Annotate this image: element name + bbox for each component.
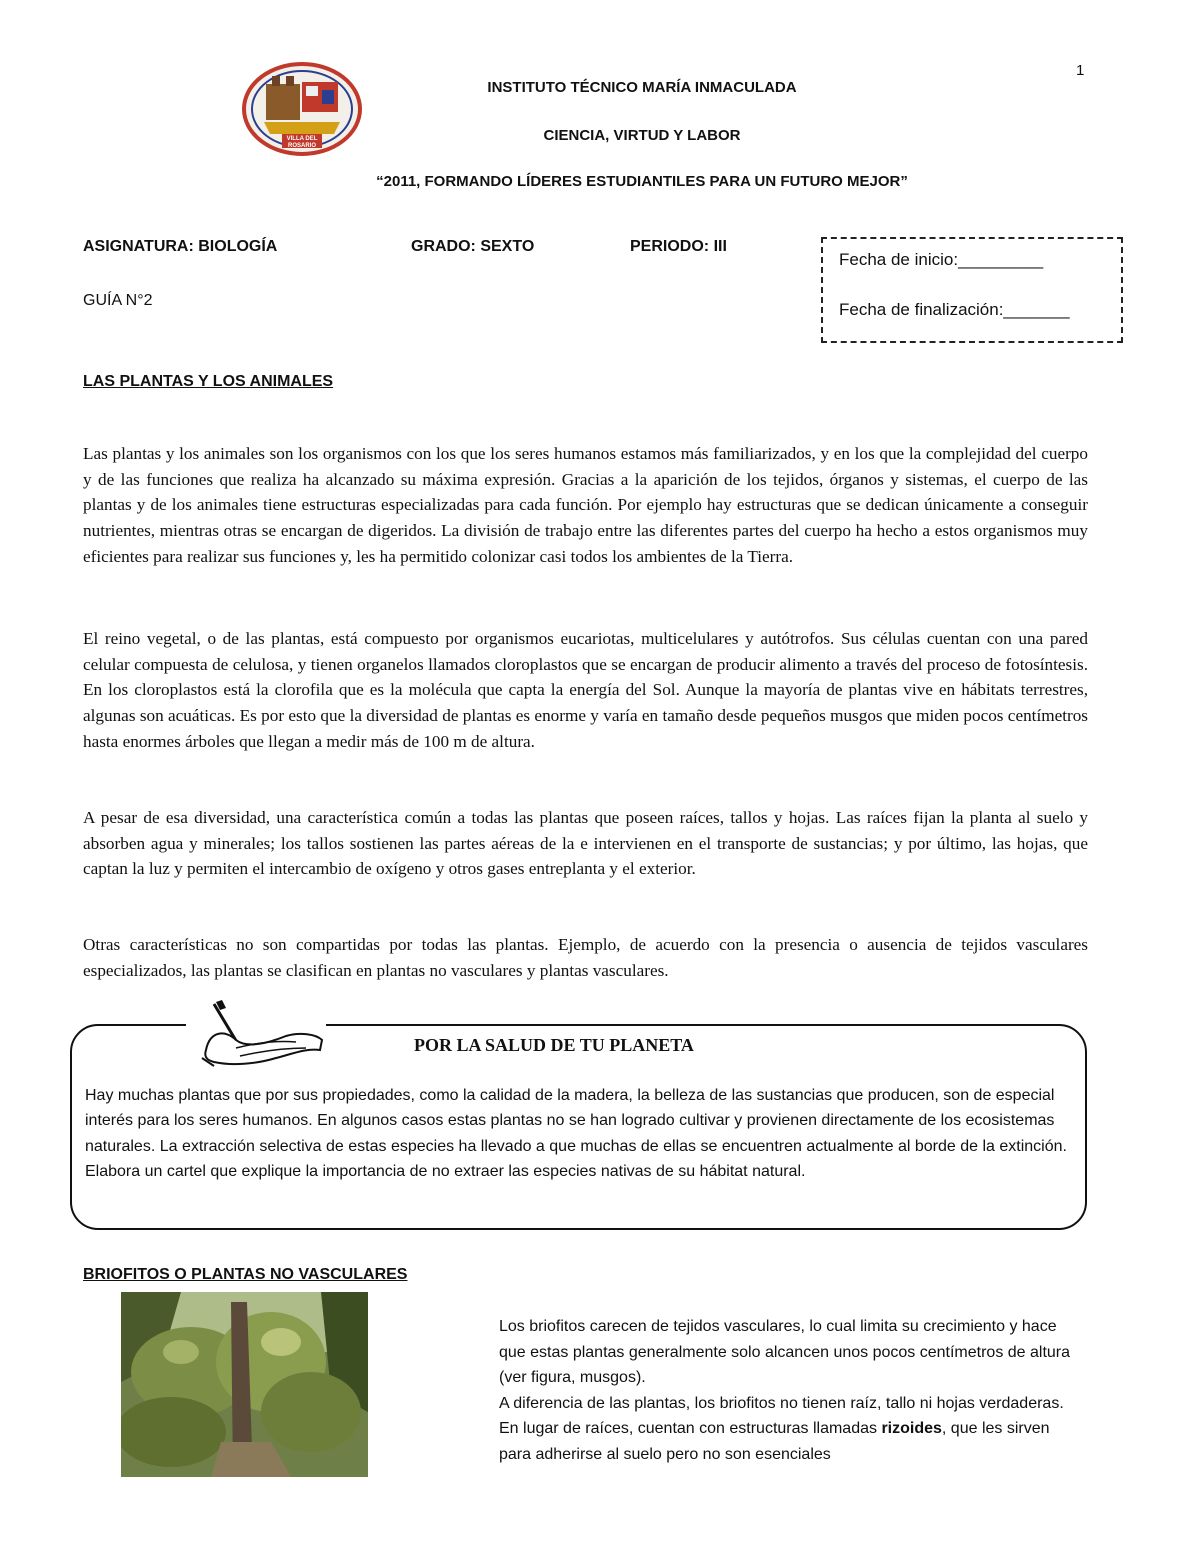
bryophytes-paragraph-1: Los briofitos carecen de tejidos vasculares, lo cual limita su crecimiento y hace que estas plantas generalmente solo alcancen unos pocos centímetros de altura (ver figura, musgos).	[499, 1318, 1071, 1386]
institution-name: INSTITUTO TÉCNICO MARÍA INMACULADA	[487, 79, 797, 96]
guide-number: GUÍA N°2	[83, 292, 153, 309]
paragraph-classification: Otras características no son compartidas por todas las plantas. Ejemplo, de acuerdo con la presencia o ausencia de tejidos vasculares especializados, las plantas se clasifican en plantas no vasculares y plantas vasculares.	[83, 935, 1088, 980]
date-box	[821, 237, 1123, 343]
institution-motto: CIENCIA, VIRTUD Y LABOR	[543, 127, 741, 144]
period-label: PERIODO: III	[630, 238, 727, 255]
svg-text:ROSARIO: ROSARIO	[287, 143, 317, 149]
page-number: 1	[1076, 62, 1085, 79]
moss-rocks-photo	[121, 1292, 368, 1477]
paragraph-plant-kingdom: El reino vegetal, o de las plantas, está compuesto por organismos eucariotas, multicelulares y autótrofos. Sus células cuentan con una pared celular compuesta de celulosa, y tienen organelos llamados cloroplastos que se encargan de producir alimento a través del proceso de fotosíntesis. En los cloroplastos está la clorofila que es la molécula que capta la energía del Sol. Aunque la mayoría de plantas vive en hábitats terrestres, algunas son acuáticas. Es por esto que la diversidad de plantas es enorme y varía en tamaño desde pequeños musgos que miden pocos centímetros hasta enormes árboles que llegan a medir más de 100 m de altura.	[83, 629, 1088, 751]
institution-slogan: “2011, FORMANDO LÍDERES ESTUDIANTILES PARA UN FUTURO MEJOR”	[376, 173, 908, 190]
section-title-plants-animals: LAS PLANTAS Y LOS ANIMALES	[83, 373, 334, 390]
subject-label: ASIGNATURA: BIOLOGÍA	[83, 238, 278, 255]
paragraph-plant-structure: A pesar de esa diversidad, una característica común a todas las plantas que poseen raíces, tallos y hojas. Las raíces fijan la planta al suelo y absorben agua y minerales; los tallos sostienen las partes aéreas de la e intervienen en el transporte de sustancias; y por último, las hojas, que captan la luz y permiten el intercambio de oxígeno y otros gases entreplanta y el exterior.	[83, 808, 1088, 879]
start-date-field[interactable]: Fecha de inicio:_________	[839, 250, 1044, 269]
callout-text: Hay muchas plantas que por sus propiedades, como la calidad de la madera, la belleza de las sustancias que producen, son de especial interés para los seres humanos. En algunos casos estas plantas no se han logrado cultivar y provienen directamente de los ecosistemas naturales. La extracción selectiva de estas especies ha llevado a que muchas de ellas se encuentren actualmente al borde de la extinción. Elabora un cartel que explique la importancia de no extraer las especies nativas de su hábitat natural.	[85, 1087, 1067, 1180]
svg-text:VILLA DEL: VILLA DEL	[286, 136, 318, 142]
end-date-field[interactable]: Fecha de finalización:_______	[839, 300, 1070, 319]
bryophytes-paragraph-2a: A diferencia de las plantas, los briofitos no tienen raíz, tallo ni hojas verdaderas. En lugar de raíces, cuentan con estructuras llamadas	[499, 1394, 1064, 1437]
bryophytes-paragraph-2b: , que les sirven para adherirse al suelo pero no son esenciales	[499, 1420, 1050, 1463]
grade-label: GRADO: SEXTO	[411, 238, 535, 255]
callout-title: POR LA SALUD DE TU PLANETA	[414, 1035, 694, 1055]
bryophytes-text	[499, 1314, 1079, 1467]
writing-hand-icon	[196, 1000, 328, 1070]
paragraph-intro: Las plantas y los animales son los organismos con los que los seres humanos estamos más familiarizados, y en los que la complejidad del cuerpo y de las funciones que realiza ha alcanzado su máxima expresión. Gracias a la aparición de los tejidos, órganos y sistemas, el cuerpo de las plantas y de los animales tiene estructuras especializadas para cada función. Por ejemplo hay estructuras que se dedican únicamente a conseguir nutrientes, mientras otras se encargan de digeridos. La división de trabajo entre las diferentes partes del cuerpo ha hecho a estos organismos muy eficientes para realizar sus funciones y, les ha permitido colonizar casi todos los ambientes de la Tierra.	[83, 444, 1088, 566]
term-rizoides: rizoides	[881, 1420, 942, 1437]
section-title-bryophytes: BRIOFITOS O PLANTAS NO VASCULARES	[83, 1266, 408, 1283]
